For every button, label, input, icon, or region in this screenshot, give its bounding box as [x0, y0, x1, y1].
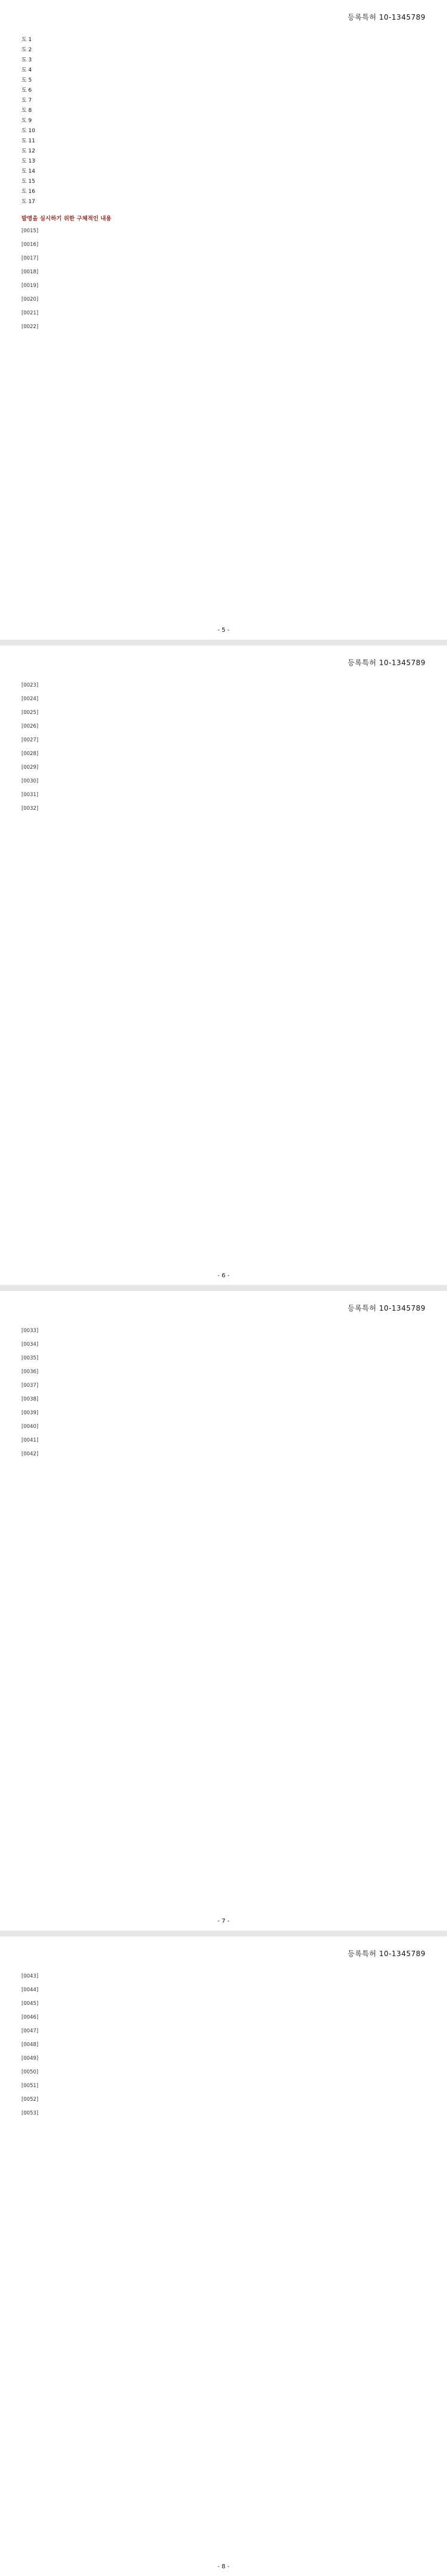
paragraph	[21, 2095, 426, 2104]
paragraph-text	[48, 254, 426, 263]
paragraph-number: [0043]	[21, 1973, 39, 1979]
paragraph-number: [0024]	[21, 696, 39, 702]
paragraph	[21, 1354, 426, 1362]
paragraph-number: [0022]	[21, 324, 39, 330]
paragraph-text	[48, 227, 426, 235]
paragraph-number: [0045]	[21, 2001, 39, 2007]
paragraph	[21, 1381, 426, 1390]
paragraph-number: [0015]	[21, 228, 39, 234]
paragraph-text	[48, 309, 426, 317]
figure-description-item: 도 6	[21, 88, 32, 93]
paragraph-number: [0049]	[21, 2056, 39, 2062]
paragraph-text	[48, 1368, 426, 1376]
paragraph	[21, 2054, 426, 2063]
paragraph	[21, 323, 426, 331]
paragraph-text	[48, 323, 426, 331]
paragraph	[21, 1395, 426, 1404]
paragraph	[21, 1368, 426, 1376]
paragraph-text	[48, 1327, 426, 1335]
paragraph-number: [0053]	[21, 2110, 39, 2116]
paragraph	[21, 1327, 426, 1335]
figure-description-item: 도 7	[21, 98, 32, 104]
paragraph-text	[48, 722, 426, 731]
figure-description-item: 도 14	[21, 169, 36, 174]
figure-description-item: 도 13	[21, 158, 36, 164]
paragraph-number: [0019]	[21, 283, 39, 289]
paragraph	[21, 763, 426, 772]
figure-description-item: 도 15	[21, 179, 36, 185]
paragraph	[21, 227, 426, 235]
figure-description-item: 도 5	[21, 77, 32, 83]
figure-description-list	[21, 36, 426, 207]
paragraph-number: [0044]	[21, 1987, 39, 1993]
paragraph-text	[48, 2013, 426, 2022]
paragraph-number: [0029]	[21, 765, 39, 771]
paragraph-text	[48, 1436, 426, 1445]
paragraph	[21, 695, 426, 703]
paragraph	[21, 1972, 426, 1981]
paragraph-number: [0047]	[21, 2028, 39, 2034]
paragraph-text	[48, 681, 426, 690]
figure-description-item: 도 16	[21, 189, 36, 195]
paragraph-text	[48, 1409, 426, 1417]
patent-number-header: 등록특허 10-1345789	[347, 13, 426, 21]
paragraph-number: [0036]	[21, 1369, 39, 1375]
figure-description-item: 도 4	[21, 67, 32, 73]
document-page-2	[0, 645, 447, 1285]
paragraph	[21, 2027, 426, 2035]
paragraph-text	[48, 2068, 426, 2076]
paragraph-number: [0030]	[21, 778, 39, 784]
paragraph-text	[48, 2000, 426, 2008]
figure-description-item: 도 10	[21, 128, 36, 134]
figure-description-item: 도 12	[21, 148, 36, 154]
paragraph	[21, 791, 426, 799]
paragraph-number: [0031]	[21, 792, 39, 798]
figure-description-item: 도 11	[21, 138, 36, 144]
paragraph-number: [0033]	[21, 1328, 39, 1334]
paragraph	[21, 1450, 426, 1458]
paragraph-text	[48, 2041, 426, 2049]
figure-description-item: 도 3	[21, 57, 32, 63]
paragraph-number: [0026]	[21, 723, 39, 729]
paragraph-text	[48, 2082, 426, 2090]
paragraph	[21, 736, 426, 744]
paragraph-number: [0051]	[21, 2083, 39, 2089]
figure-description-item: 도 17	[21, 199, 36, 205]
paragraph-text	[48, 1450, 426, 1458]
paragraph	[21, 295, 426, 304]
paragraph-text	[48, 1381, 426, 1390]
paragraph-number: [0037]	[21, 1383, 39, 1389]
paragraph	[21, 709, 426, 717]
paragraph-text	[48, 282, 426, 290]
paragraph	[21, 309, 426, 317]
paragraph	[21, 750, 426, 758]
paragraph-number: [0020]	[21, 297, 39, 302]
section-heading: 발명을 실시하기 위한 구체적인 내용	[21, 216, 111, 222]
paragraph	[21, 2013, 426, 2022]
paragraph	[21, 2082, 426, 2090]
paragraph	[21, 2109, 426, 2117]
paragraph-number: [0052]	[21, 2097, 39, 2103]
paragraph-text	[48, 1395, 426, 1404]
paragraph-text	[48, 1340, 426, 1349]
paragraph	[21, 2068, 426, 2076]
paragraph-number: [0028]	[21, 751, 39, 757]
paragraph	[21, 1986, 426, 1994]
paragraph-text	[48, 2109, 426, 2117]
paragraph-text	[48, 750, 426, 758]
patent-number-header: 등록특허 10-1345789	[347, 1304, 426, 1312]
paragraph	[21, 1340, 426, 1349]
paragraph	[21, 2000, 426, 2008]
paragraph-text	[48, 1423, 426, 1431]
paragraph-text	[48, 791, 426, 799]
figure-description-item: 도 1	[21, 37, 32, 43]
paragraph	[21, 282, 426, 290]
paragraph-text	[48, 241, 426, 249]
paragraph-text	[48, 1986, 426, 1994]
paragraph-text	[48, 268, 426, 276]
patent-number-header: 등록특허 10-1345789	[347, 1950, 426, 1958]
paragraph-number: [0025]	[21, 710, 39, 716]
paragraph-number: [0018]	[21, 269, 39, 275]
paragraph	[21, 1409, 426, 1417]
paragraph-text	[48, 1972, 426, 1981]
paragraph	[21, 804, 426, 813]
paragraph-text	[48, 2027, 426, 2035]
page-number: - 6 -	[218, 1273, 229, 1279]
paragraph	[21, 681, 426, 690]
paragraph-number: [0032]	[21, 806, 39, 812]
paragraph	[21, 1423, 426, 1431]
paragraph-number: [0050]	[21, 2069, 39, 2075]
paragraph-number: [0023]	[21, 682, 39, 688]
paragraph-number: [0040]	[21, 1424, 39, 1430]
paragraph-text	[48, 295, 426, 304]
paragraph-text	[48, 804, 426, 813]
document-page-1	[0, 0, 447, 640]
paragraph-number: [0039]	[21, 1410, 39, 1416]
paragraph	[21, 268, 426, 276]
document-page-4	[0, 1936, 447, 2576]
paragraph-text	[48, 709, 426, 717]
paragraph	[21, 722, 426, 731]
paragraph-number: [0034]	[21, 1342, 39, 1348]
paragraph-number: [0042]	[21, 1451, 39, 1457]
page-number: - 8 -	[218, 2563, 229, 2570]
paragraph-number: [0021]	[21, 310, 39, 316]
paragraph-number: [0041]	[21, 1437, 39, 1443]
figure-description-item: 도 2	[21, 47, 32, 53]
paragraph-text	[48, 2095, 426, 2104]
page-number: - 5 -	[218, 627, 229, 634]
paragraph	[21, 2041, 426, 2049]
paragraph-number: [0046]	[21, 2014, 39, 2020]
paragraph-text	[48, 2054, 426, 2063]
paragraph	[21, 777, 426, 785]
patent-number-header: 등록특허 10-1345789	[347, 659, 426, 667]
paragraph-number: [0048]	[21, 2042, 39, 2048]
paragraph-number: [0038]	[21, 1396, 39, 1402]
figure-description-item: 도 8	[21, 108, 32, 114]
paragraph-text	[48, 1354, 426, 1362]
document-page-3	[0, 1291, 447, 1931]
paragraph-number: [0016]	[21, 242, 39, 248]
paragraph	[21, 1436, 426, 1445]
paragraph-text	[48, 695, 426, 703]
paragraph-text	[48, 736, 426, 744]
paragraph-text	[48, 777, 426, 785]
paragraph-number: [0035]	[21, 1355, 39, 1361]
figure-description-item: 도 9	[21, 118, 32, 124]
paragraph-number: [0017]	[21, 255, 39, 261]
paragraph-text	[48, 763, 426, 772]
page-number: - 7 -	[218, 1918, 229, 1925]
paragraph-number: [0027]	[21, 737, 39, 743]
paragraph	[21, 254, 426, 263]
paragraph	[21, 241, 426, 249]
